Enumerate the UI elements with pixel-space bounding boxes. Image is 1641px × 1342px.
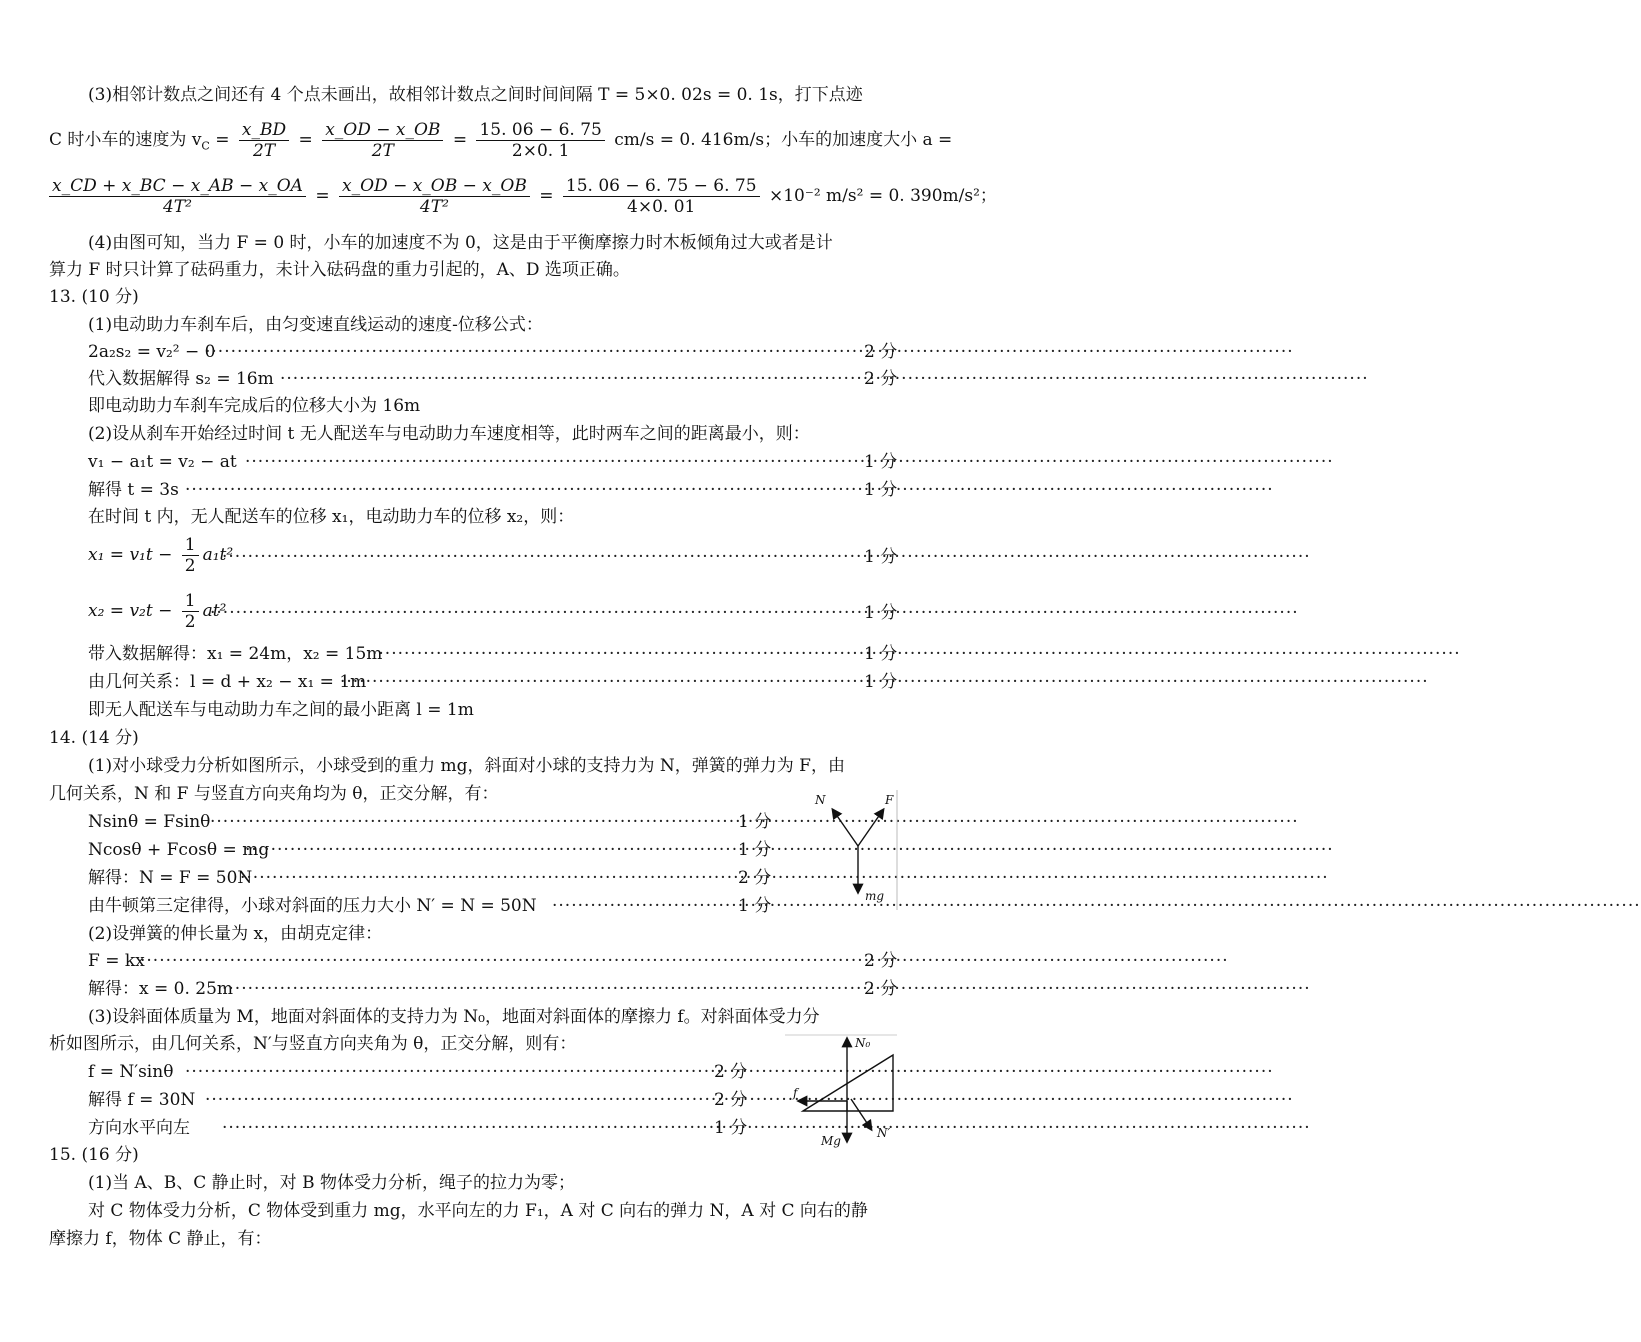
dot-leader: [210, 602, 850, 624]
dot-leader: [240, 867, 725, 889]
label-F: F: [885, 793, 894, 807]
fraction: [182, 535, 199, 576]
equals: =: [452, 130, 468, 150]
question-14-heading: 14. (14 分): [49, 728, 139, 748]
label-N: N: [815, 793, 826, 807]
score-points: 2 分: [714, 1090, 748, 1110]
text-line: (1)对小球受力分析如图所示，小球受到的重力 mg，斜面对小球的支持力为 N，弹簧的弹力为 F，由: [88, 756, 845, 776]
score-points: 2 分: [864, 342, 898, 362]
question-13-heading: 13. (10 分): [49, 287, 139, 307]
equals: =: [315, 186, 330, 206]
label-mg: mg: [865, 889, 885, 903]
label-f: f: [793, 1086, 798, 1100]
label-N-prime: N′: [877, 1126, 891, 1140]
dot-leader: [210, 811, 725, 833]
fraction: [476, 120, 604, 161]
equation: 带入数据解得：x₁ = 24m，x₂ = 15m: [88, 644, 383, 664]
fraction: [239, 120, 289, 161]
fraction: [563, 176, 760, 217]
text-line: (2)设弹簧的伸长量为 x，由胡克定律：: [88, 924, 383, 944]
equation: 解得：x = 0. 25m: [88, 979, 234, 999]
fraction-denominator: 4T²: [419, 197, 449, 217]
fraction: [182, 591, 199, 632]
fraction: [49, 176, 306, 217]
text-line: 几何关系，N 和 F 与竖直方向夹角均为 θ，正交分解，有：: [49, 784, 499, 804]
equation: 代入数据解得 s₂ = 16m: [88, 369, 274, 389]
dot-leader: [205, 1089, 700, 1111]
dot-leader: [185, 1061, 700, 1083]
pressure-arrow: [851, 1099, 871, 1129]
equation: [88, 532, 233, 578]
fraction: [339, 176, 530, 217]
score-points: 2 分: [864, 951, 898, 971]
dot-leader: [245, 451, 850, 473]
dot-leader: [222, 1117, 700, 1139]
dot-leader: [185, 479, 850, 501]
equation-segment: x₂ = v₂t −: [88, 601, 173, 621]
fraction: [322, 120, 443, 161]
score-points: 1 分: [864, 480, 898, 500]
text-line: (2)设从刹车开始经过时间 t 无人配送车与电动助力车速度相等，此时两车之间的距离最小，则：: [88, 424, 810, 444]
score-points: 2 分: [864, 979, 898, 999]
fraction-numerator: x_OD − x_OB: [322, 120, 443, 141]
fraction-denominator: 4T²: [162, 197, 192, 217]
text-line: (1)当 A、B、C 静止时，对 B 物体受力分析，绳子的拉力为零；: [88, 1173, 575, 1193]
dot-leader: [222, 546, 850, 568]
fraction-numerator: 15. 06 − 6. 75 − 6. 75: [563, 176, 760, 197]
dot-leader: [340, 671, 850, 693]
text-line: (3)设斜面体质量为 M，地面对斜面体的支持力为 N₀，地面对斜面体的摩擦力 f。对斜面体受力分: [88, 1007, 820, 1027]
equation: 2a₂s₂ = v₂² − 0: [88, 342, 216, 362]
dot-leader: [245, 839, 725, 861]
fraction-numerator: 1: [182, 535, 199, 556]
text-line: 方向水平向左: [88, 1118, 190, 1138]
support-force-arrow: [833, 810, 858, 846]
text-line: 在时间 t 内，无人配送车的位移 x₁，电动助力车的位移 x₂，则：: [88, 507, 575, 527]
equation: Ncosθ + Fcosθ = mg: [88, 840, 270, 860]
fraction-denominator: 2: [184, 612, 196, 632]
text-line: 析如图所示，由几何关系，N′与竖直方向夹角为 θ，正交分解，则有：: [49, 1034, 577, 1054]
dot-leader: [552, 895, 725, 917]
fraction-numerator: 1: [182, 591, 199, 612]
text-line: 算力 F 时只计算了砝码重力，未计入砝码盘的重力引起的，A、D 选项正确。: [49, 260, 630, 280]
score-points: 1 分: [864, 672, 898, 692]
text-line: (1)电动助力车刹车后，由匀变速直线运动的速度-位移公式：: [88, 315, 543, 335]
score-points: 1 分: [738, 812, 772, 832]
question-15-heading: 15. (16 分): [49, 1145, 139, 1165]
equation: 解得 t = 3s: [88, 480, 179, 500]
text-line: 即电动助力车刹车完成后的位移大小为 16m: [88, 396, 421, 416]
fraction-numerator: x_BD: [239, 120, 289, 141]
text-segment: cm/s = 0. 416m/s；小车的加速度大小 a =: [614, 130, 953, 150]
incline-force-diagram: [785, 1033, 900, 1148]
equals: =: [298, 130, 313, 150]
equals: =: [539, 186, 554, 206]
label-N0: N₀: [855, 1036, 871, 1050]
acceleration-formula-line: [49, 176, 997, 217]
fraction-denominator: 2×0. 1: [511, 141, 570, 161]
dot-leader: [280, 368, 850, 390]
label-Mg: Mg: [821, 1134, 841, 1148]
equation-segment: at²: [202, 601, 227, 621]
equation: 由几何关系：l = d + x₂ − x₁ = 1m: [88, 672, 367, 692]
fraction-denominator: 4×0. 01: [627, 197, 696, 217]
score-points: 1 分: [864, 644, 898, 664]
fraction-numerator: x_CD + x_BC − x_AB − x_OA: [49, 176, 306, 197]
text-line: 对 C 物体受力分析，C 物体受到重力 mg，水平向左的力 F₁，A 对 C 向右的弹力 N，A 对 C 向右的静: [88, 1201, 868, 1221]
dot-leader: [205, 341, 850, 363]
score-points: 2 分: [864, 369, 898, 389]
fraction-numerator: x_OD − x_OB − x_OB: [339, 176, 530, 197]
equation: F = kx: [88, 951, 145, 971]
score-points: 1 分: [864, 603, 898, 623]
score-points: 2 分: [714, 1062, 748, 1082]
text-line: (4)由图可知，当力 F = 0 时，小车的加速度不为 0，这是由于平衡摩擦力时木板倾角过大或者是计: [88, 233, 833, 253]
equation: Nsinθ = Fsinθ: [88, 812, 211, 832]
text-line: 摩擦力 f，物体 C 静止，有：: [49, 1229, 272, 1249]
equation-segment: a₁t²: [202, 545, 234, 565]
spring-force-arrow: [858, 810, 883, 846]
text-line: (3)相邻计数点之间还有 4 个点未画出，故相邻计数点之间时间间隔 T = 5×0. 02s = 0. 1s，打下点迹: [88, 85, 863, 105]
fraction-numerator: 15. 06 − 6. 75: [476, 120, 604, 141]
fraction-denominator: 2T: [252, 141, 276, 161]
fraction-denominator: 2: [184, 556, 196, 576]
incline-block: [803, 1055, 893, 1111]
text-segment: ×10⁻² m/s² = 0. 390m/s²；: [768, 186, 997, 206]
equation: [88, 588, 226, 634]
score-points: 1 分: [714, 1118, 748, 1138]
score-points: 1 分: [864, 452, 898, 472]
equation: 由牛顿第三定律得，小球对斜面的压力大小 N′ = N = 50N: [88, 896, 537, 916]
dot-leader: [222, 978, 850, 1000]
equation-segment: x₁ = v₁t −: [88, 545, 173, 565]
equation: 解得 f = 30N: [88, 1090, 196, 1110]
score-points: 1 分: [738, 896, 772, 916]
fraction-denominator: 2T: [371, 141, 394, 161]
equation: v₁ − a₁t = v₂ − at: [88, 452, 237, 472]
velocity-formula-line: [49, 120, 952, 166]
ball-force-diagram: [805, 782, 900, 912]
score-points: 1 分: [864, 547, 898, 567]
score-points: 1 分: [738, 840, 772, 860]
score-points: 2 分: [738, 868, 772, 888]
equation: f = N′sinθ: [88, 1062, 174, 1082]
subscript: C: [201, 139, 210, 153]
dot-leader: [372, 643, 850, 665]
equals: =: [215, 130, 230, 150]
text-segment: C 时小车的速度为 v: [49, 130, 202, 150]
text-line: 即无人配送车与电动助力车之间的最小距离 l = 1m: [88, 700, 474, 720]
equation: 解得：N = F = 50N: [88, 868, 253, 888]
dot-leader: [140, 950, 850, 972]
